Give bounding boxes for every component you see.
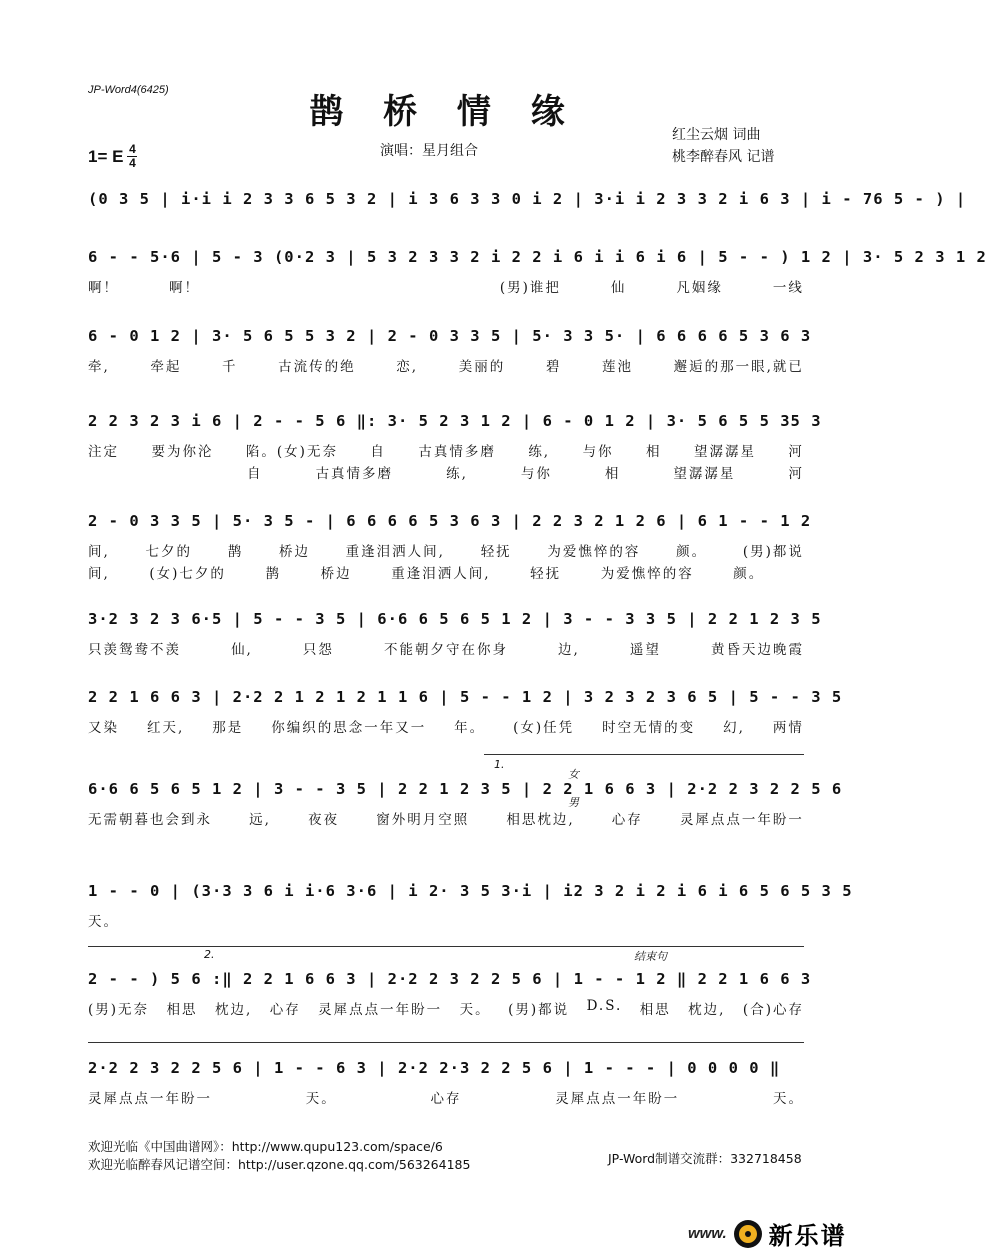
score-system bbox=[88, 408, 822, 482]
lyric-word: 注定 bbox=[88, 444, 119, 460]
volta-second-label: 2. bbox=[204, 948, 215, 961]
lyric-word: 窗外明月空照 bbox=[376, 812, 470, 828]
lyric-word: 灵犀点点一年盼一 bbox=[88, 1091, 212, 1107]
ending-label: 结束句 bbox=[634, 950, 667, 963]
lyric-word: 天。 bbox=[459, 1002, 491, 1018]
time-sig-bottom: 4 bbox=[129, 156, 136, 170]
notation-line: 2 - - ) 5 6 :‖ 2 2 1 6 6 3 | 2·2 2 3 2 2 5 6 | 1 - - 1 2 ‖ 2 2 1 6 6 3 bbox=[88, 970, 812, 988]
lyric-word: 相思枕边, bbox=[506, 812, 575, 828]
watermark bbox=[688, 1216, 847, 1251]
lyric-word: 自 bbox=[370, 444, 386, 460]
lyric-word: 心存 bbox=[269, 1002, 301, 1018]
lyric-word: 自 bbox=[247, 466, 263, 482]
qq-group: JP-Word制谱交流群：332718458 bbox=[608, 1151, 802, 1166]
lyric-word: 又染 bbox=[88, 720, 119, 736]
lyric-word: 桥边 bbox=[320, 566, 352, 582]
lyric-word: 遥望 bbox=[629, 642, 661, 658]
lyric-word: 练, bbox=[528, 444, 551, 460]
lyric-line bbox=[88, 910, 804, 930]
score-system bbox=[88, 323, 812, 383]
lyric-line bbox=[88, 276, 804, 296]
lyric-word: 黄昏天边晚霞 bbox=[710, 642, 804, 658]
lyric-word: 两情 bbox=[772, 720, 804, 736]
singer-credit: 演唱：星月组合 bbox=[380, 143, 478, 159]
time-signature bbox=[127, 144, 137, 169]
transcriber: 桃李醉春风 记谱 bbox=[672, 149, 775, 165]
notation-line: 1 - - 0 | (3·3 3 6 i i·6 3·6 | i 2· 3 5 3·i | i2 3 2 i 2 i 6 i 6 5 6 5 3 5 bbox=[88, 882, 853, 900]
lyric-word: 心存 bbox=[611, 812, 643, 828]
lyric-word: 枕边, bbox=[688, 1002, 726, 1018]
watermark-url: www. bbox=[688, 1225, 727, 1242]
lyric-line bbox=[88, 716, 804, 736]
lyric-word: 鹊 bbox=[265, 566, 282, 582]
score-system bbox=[88, 776, 843, 836]
lyric-word: 枕边, bbox=[214, 1002, 253, 1018]
lyric-word: 望潺潺星 bbox=[693, 444, 756, 460]
lyric-word: 啊！ bbox=[168, 280, 200, 296]
voice-male-marker: 男 bbox=[568, 796, 579, 809]
lyric-word: 相 bbox=[646, 444, 662, 460]
notation-line: 2 2 3 2 3 i 6 | 2 - - 5 6 ‖: 3· 5 2 3 1 2 | 6 - 0 1 2 | 3· 5 6 5 5 35 3 bbox=[88, 412, 822, 430]
lyric-word: 牵起 bbox=[150, 359, 182, 375]
notation-line: 2 - 0 3 3 5 | 5· 3 5 - | 6 6 6 6 5 3 6 3 | 2 2 3 2 1 2 6 | 6 1 - - 1 2 bbox=[88, 512, 812, 530]
lyric-word: 与你 bbox=[582, 444, 614, 460]
software-tag: JP-Word4(6425) bbox=[88, 84, 169, 96]
lyric-line bbox=[88, 1087, 804, 1107]
lyric-word: (女)任凭 bbox=[513, 720, 575, 736]
lyric-word: 只羡鸳鸯不羡 bbox=[88, 642, 181, 658]
lyric-word: 年。 bbox=[454, 720, 486, 736]
lyric-word: 河 bbox=[788, 444, 804, 460]
score-system bbox=[88, 966, 812, 1026]
notation-line: 6 - 0 1 2 | 3· 5 6 5 5 3 2 | 2 - 0 3 3 5 | 5· 3 3 5· | 6 6 6 6 5 3 6 3 bbox=[88, 327, 812, 345]
lyric-word: 红天, bbox=[146, 720, 185, 736]
lyric-word: D.S. bbox=[586, 998, 623, 1014]
score-system bbox=[88, 878, 853, 938]
key-signature: 1= E bbox=[88, 146, 124, 166]
lyric-word: 幻, bbox=[723, 720, 745, 736]
lyric-word: 千 bbox=[222, 359, 238, 375]
lyric-word: 间, bbox=[88, 566, 110, 582]
lyric-word: 间, bbox=[88, 544, 110, 560]
lyric-word: 古流传的绝 bbox=[278, 359, 356, 375]
voice-female-marker: 女 bbox=[568, 768, 579, 781]
notation-line: 6·6 6 5 6 5 1 2 | 3 - - 3 5 | 2 2 1 2 3 5 | 2 2 1 6 6 3 | 2·2 2 3 2 2 5 6 bbox=[88, 780, 843, 798]
lyric-word: 美丽的 bbox=[458, 359, 506, 375]
lyric-word: 碧 bbox=[545, 359, 562, 375]
lyric-word: (男)都说 bbox=[742, 544, 804, 560]
lyric-word: 时空无情的变 bbox=[602, 720, 696, 736]
lyric-line bbox=[88, 808, 804, 828]
music-disc-icon bbox=[733, 1219, 763, 1249]
lyric-word: 无需朝暮也会到永 bbox=[88, 812, 212, 828]
notation-line: (0 3 5 | i·i i 2 3 3 6 5 3 2 | i 3 6 3 3 0 i 2 | 3·i i 2 3 3 2 i 6 3 | i - 76 5 - ) | bbox=[88, 190, 967, 208]
lyric-word: 陷。(女)无奈 bbox=[245, 444, 338, 460]
lyric-word: 灵犀点点一年盼一 bbox=[318, 1002, 443, 1018]
lyric-word: 灵犀点点一年盼一 bbox=[679, 812, 804, 828]
lyric-word: (男)都说 bbox=[508, 1002, 570, 1018]
watermark-brand: 新乐谱 bbox=[768, 1222, 847, 1250]
lyric-word: 邂逅的那一眼,就已 bbox=[673, 359, 804, 375]
lyric-word: (女)七夕的 bbox=[149, 566, 226, 582]
score-system bbox=[88, 186, 967, 246]
lyric-word: 轻抚 bbox=[530, 566, 562, 582]
lyric-word: (男)无奈 bbox=[88, 1002, 150, 1018]
lyric-word: 啊！ bbox=[88, 280, 119, 296]
lyric-line bbox=[88, 998, 804, 1018]
lyric-word: 河 bbox=[788, 466, 804, 482]
lyric-line bbox=[88, 638, 804, 658]
lyric-word: 边, bbox=[558, 642, 580, 658]
lyric-word: 相思 bbox=[166, 1002, 198, 1018]
notation-line: 6 - - 5·6 | 5 - 3 (0·2 3 | 5 3 2 3 3 2 i 2 2 i 6 i i 6 i 6 | 5 - - ) 1 2 | 3· 5 2 3 1 2 bbox=[88, 248, 987, 266]
lyric-word: (合)心存 bbox=[742, 1002, 804, 1018]
lyric-word: 七夕的 bbox=[145, 544, 193, 560]
credits bbox=[672, 124, 774, 168]
lyric-word: 古真情多磨 bbox=[418, 444, 496, 460]
lyric-line bbox=[88, 462, 804, 482]
lyric-word: 心存 bbox=[430, 1091, 462, 1107]
footer-line-2: 欢迎光临醉春风记谱空间：http://user.qzone.qq.com/563264185 bbox=[88, 1157, 471, 1172]
lyric-word: 只怨 bbox=[302, 642, 334, 658]
lyric-word: 你编织的思念一年又一 bbox=[271, 720, 427, 736]
footer-line-1: 欢迎光临《中国曲谱网》：http://www.qupu123.com/space/6 bbox=[88, 1139, 443, 1154]
lyric-word: 仙, bbox=[231, 642, 253, 658]
lyric-word: 古真情多磨 bbox=[315, 466, 394, 482]
lyric-word: 远, bbox=[249, 812, 271, 828]
lyric-word: 夜夜 bbox=[308, 812, 340, 828]
score-system bbox=[88, 606, 822, 666]
lyric-word: (男)谁把 bbox=[499, 280, 561, 296]
lyricist-composer: 红尘云烟 词曲 bbox=[672, 127, 761, 143]
lyric-word: 鹊 bbox=[227, 544, 244, 560]
lyric-word: 轻抚 bbox=[480, 544, 512, 560]
lyric-word: 要为你沦 bbox=[151, 444, 214, 460]
lyric-word: 仙 bbox=[610, 280, 627, 296]
notation-line: 2 2 1 6 6 3 | 2·2 2 1 2 1 2 1 1 6 | 5 - - 1 2 | 3 2 3 2 3 6 5 | 5 - - 3 5 bbox=[88, 688, 843, 706]
lyric-line bbox=[88, 440, 804, 460]
lyric-word: 望潺潺星 bbox=[673, 466, 736, 482]
system-rule bbox=[88, 1042, 804, 1043]
lyric-word: 为爱憔悴的容 bbox=[600, 566, 694, 582]
lyric-word: 重逢泪洒人间, bbox=[391, 566, 491, 582]
score-system bbox=[88, 508, 812, 582]
lyric-word: 天。 bbox=[88, 914, 119, 930]
lyric-line bbox=[88, 355, 804, 375]
lyric-word: 相 bbox=[604, 466, 621, 482]
lyric-word: 桥边 bbox=[278, 544, 310, 560]
footer-links bbox=[88, 1138, 470, 1174]
lyric-word: 相思 bbox=[639, 1002, 671, 1018]
time-sig-top: 4 bbox=[129, 142, 136, 156]
lyric-word: 那是 bbox=[212, 720, 244, 736]
lyric-word: 天。 bbox=[773, 1091, 804, 1107]
lyric-word: 颜。 bbox=[676, 544, 708, 560]
lyric-word: 重逢泪洒人间, bbox=[345, 544, 445, 560]
volta-first-label: 1. bbox=[494, 758, 505, 771]
lyric-word: 牵, bbox=[88, 359, 110, 375]
lyric-word: 凡姻缘 bbox=[676, 280, 723, 296]
notation-line: 2·2 2 3 2 2 5 6 | 1 - - 6 3 | 2·2 2·3 2 2 5 6 | 1 - - - | 0 0 0 0 ‖ bbox=[88, 1059, 781, 1077]
lyric-word: 一线 bbox=[772, 280, 804, 296]
lyric-word: 不能朝夕守在你身 bbox=[383, 642, 508, 658]
score-system bbox=[88, 244, 987, 304]
score-system bbox=[88, 684, 843, 744]
lyric-line bbox=[88, 540, 804, 560]
lyric-line bbox=[88, 562, 804, 582]
lyric-word: 天。 bbox=[305, 1091, 337, 1107]
score-system bbox=[88, 1055, 804, 1115]
volta-second-bracket bbox=[88, 946, 804, 947]
lyric-word: 莲池 bbox=[601, 359, 633, 375]
lyric-word: 恋, bbox=[396, 359, 419, 375]
lyric-word: 与你 bbox=[520, 466, 552, 482]
lyric-word: 练, bbox=[446, 466, 468, 482]
song-title: 鹊 桥 情 缘 bbox=[309, 92, 579, 132]
key-time-signature bbox=[88, 144, 137, 169]
notation-line: 3·2 3 2 3 6·5 | 5 - - 3 5 | 6·6 6 5 6 5 1 2 | 3 - - 3 3 5 | 2 2 1 2 3 5 bbox=[88, 610, 822, 628]
volta-first-bracket bbox=[484, 754, 804, 755]
lyric-word: 颜。 bbox=[733, 566, 765, 582]
lyric-word: 为爱憔悴的容 bbox=[547, 544, 641, 560]
lyric-word: 灵犀点点一年盼一 bbox=[555, 1091, 680, 1107]
